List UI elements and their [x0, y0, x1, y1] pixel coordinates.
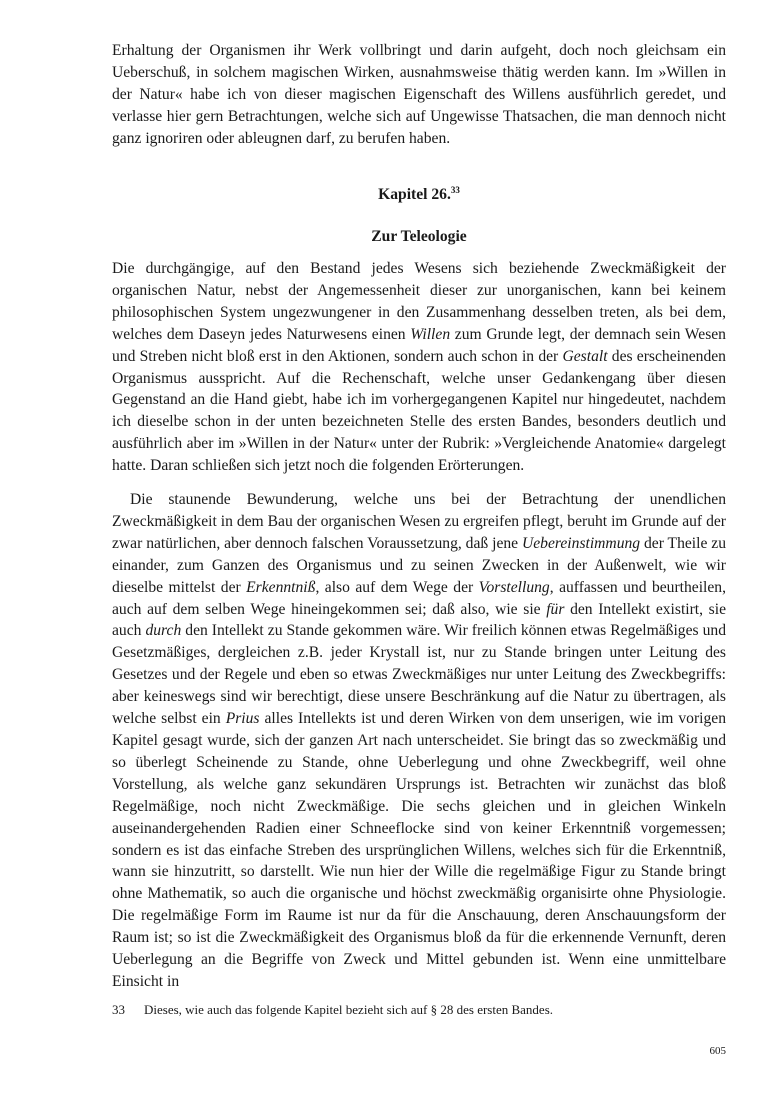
footnote-number: 33	[112, 1002, 125, 1017]
chapter-heading	[112, 179, 726, 206]
text-run: der Theile zu einander, zum Ganzen des Organismus und zu seinen Zwecken in der Außenwelt, wie wir dieselbe mittelst der	[112, 534, 727, 596]
chapter-title: Kapitel 26.	[378, 186, 451, 203]
text-run: alles Intellekts ist und deren Wirken von dem unserigen, wie im vorigen Kapitel gesagt wurde, sich der ganzen Art nach unterscheidet. Sie bringt das so zweckmäßig und so überlegt Scheinende zu Stande, ohne Ueberlegung und ohne Zweckbegriff, weil ohne Vorstellung, als welche ganz sekundären Ursprungs ist. Betrachten wir zunächst das bloß Regelmäßige, noch nicht Zweckmäßige. Die sechs gleichen und in gleichen Winkeln auseinandergehenden Radien einer Schneeflocke sind von keiner Erkenntniß vorgemessen; sondern es ist das einfache Streben des ursprünglichen Willens, welches sich für die Erkenntniß, wann sie hinzutritt, so darstellt. Wie nun hier der Wille die regelmäßige Figur zu Stande bringt ohne Mathematik, so auch die organische und höchst zweckmäßig organisirte ohne Physiologie. Die regelmäßige Form im Raume ist nur da für die Anschauung, deren Anschauungsform der Raum ist; so ist die Zweckmäßigkeit des Organismus bloß da für die erkennende Vernunft, deren Ueberlegung an die Begriffe von Zweck und Mittel gebunden ist. Wenn eine unmittelbare Einsicht in	[112, 710, 726, 990]
text-run: zum Grunde legt, der demnach sein Wesen und Streben nicht bloß erst in den Aktionen, sondern auch schon in der	[112, 325, 726, 365]
italic-run: Willen	[410, 325, 451, 343]
italic-run: Uebereinstimmung	[522, 534, 641, 552]
chapter-subtitle: Zur Teleologie	[371, 228, 467, 245]
italic-run: Vorstellung	[478, 578, 550, 596]
text-run: Die staunende Bewunderung, welche uns bei der Betrachtung der unendlichen Zweckmäßigkeit in dem Bau der organischen Wesen zu ergreifen pflegt, beruht im Grunde auf der zwar natürlichen, aber dennoch falschen Voraussetzung, daß jene	[112, 491, 726, 552]
italic-run: Erkenntniß	[246, 578, 316, 596]
text-run: , auffassen und beurtheilen, auch auf dem selben Wege hineingekommen sei; daß also, wie sie	[112, 578, 727, 618]
paragraph-text: Erhaltung der Organismen ihr Werk vollbringt und darin aufgeht, doch noch gleichsam ein Ueberschuß, in solchem magischen Wirken, ausnahmsweise thätig werden kann. Im »Willen in der Natur« habe ich von dieser magischen Eigenschaft des Willens ausführlich geredet, und verlasse hier gern Betrachtungen, welche sich auf Ungewisse Thatsachen, die man dennoch nicht ganz ignoriren oder ableugnen darf, zu berufen haben.	[112, 42, 726, 147]
paragraph-2	[112, 489, 726, 993]
page-number: 605	[709, 1045, 726, 1057]
paragraph-text	[112, 489, 726, 993]
italic-run: Prius	[225, 710, 260, 728]
footnote-reference[interactable]: 33	[450, 185, 460, 195]
text-run: des erscheinenden Organismus ausspricht. Auf die Rechenschaft, welche unser Gedankengang über diesen Gegenstand an die Hand giebt, habe ich im vorhergegangenen Kapitel nur hingedeutet, nachdem ich dieselbe schon in der unten bezeichneten Stelle des ersten Bandes, besonders deutlich und ausführlich aber im »Willen in der Natur« unter der Rubrik: »Vergleichende Anatomie« dargelegt hatte. Daran schließen sich jetzt noch die folgenden Erörterungen.	[112, 347, 726, 475]
paragraph-text	[112, 258, 726, 477]
footnote-text: Dieses, wie auch das folgende Kapitel bezieht sich auf § 28 des ersten Bandes.	[144, 1002, 554, 1017]
italic-run: durch	[145, 622, 182, 640]
text-run: , also auf dem Wege der	[315, 578, 479, 596]
text-run: den Intellekt existirt, sie auch	[112, 600, 726, 640]
italic-run: Gestalt	[562, 347, 608, 365]
carryover-paragraph	[112, 40, 726, 150]
text-run: den Intellekt zu Stande gekommen wäre. Wir freilich können etwas Regelmäßiges und Gesetzmäßiges, dergleichen z.B. jeder Krystall ist, nur zu Stande bringen unter Leitung des Gesetzes und der Regele und eben so etwas Zweckmäßiges nur unter Leitung des Zweckbegriffs: aber keineswegs sind wir berechtigt, diese unsere Beschränkung auf die Natur zu übertragen, als welche selbst ein	[112, 622, 726, 728]
text-run: Die durchgängige, auf den Bestand jedes Wesens sich beziehende Zweckmäßigkeit der organischen Natur, nebst der Angemessenheit dieser zur unorganischen, kann bei keinem philosophischen System ungezwungener in den Zusammenhang desselben treten, als bei dem, welches dem Daseyn jedes Naturwesens einen	[112, 260, 726, 343]
footnote	[112, 1001, 726, 1019]
paragraph-1	[112, 258, 726, 477]
italic-run: für	[546, 600, 565, 618]
